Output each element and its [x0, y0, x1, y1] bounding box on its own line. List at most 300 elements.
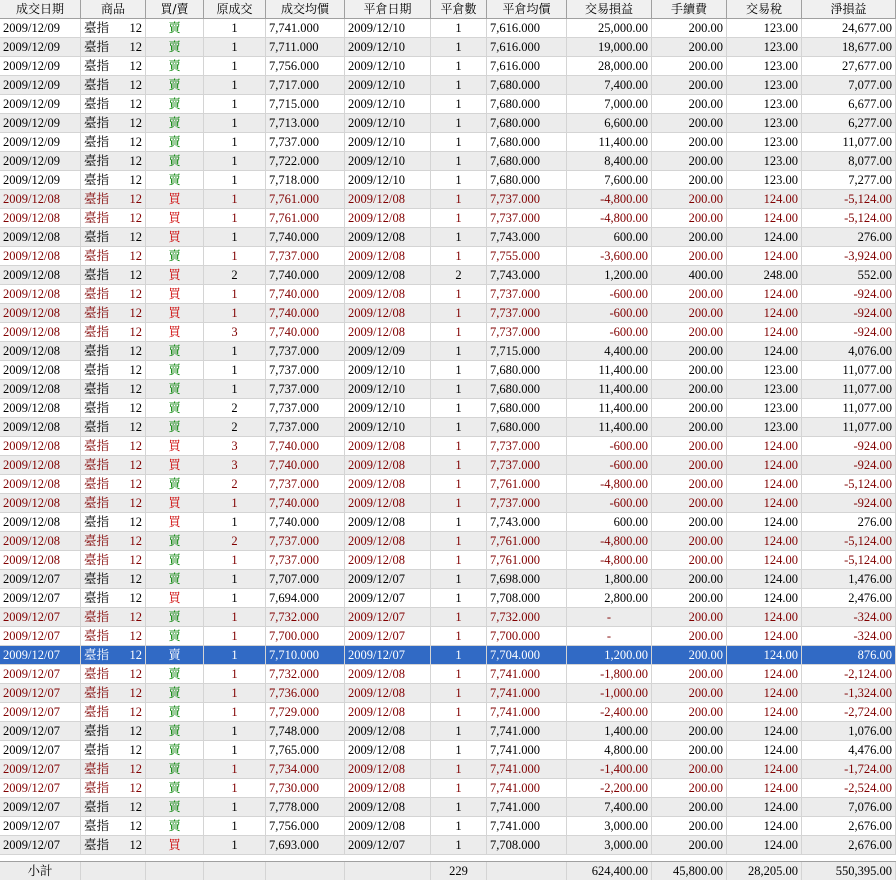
subtotal-empty	[81, 862, 146, 880]
cell-trade-pl: -4,800.00	[567, 532, 652, 551]
cell-fee: 200.00	[652, 38, 727, 57]
table-row[interactable]	[0, 190, 896, 209]
product-name: 臺指	[84, 724, 110, 738]
cell-product	[81, 361, 146, 380]
table-row[interactable]	[0, 76, 896, 95]
cell-fee: 200.00	[652, 209, 727, 228]
cell-buy-sell: 賣	[146, 627, 204, 646]
cell-close-date: 2009/12/08	[345, 190, 431, 209]
product-name: 臺指	[84, 382, 110, 396]
cell-product	[81, 323, 146, 342]
cell-buy-sell: 賣	[146, 703, 204, 722]
table-row[interactable]	[0, 817, 896, 836]
cell-net-pl: -5,124.00	[802, 532, 896, 551]
cell-close-avg-price: 7,761.000	[487, 532, 567, 551]
cell-orig-qty: 1	[204, 190, 266, 209]
cell-tax: 124.00	[727, 836, 802, 855]
cell-close-qty: 1	[431, 456, 487, 475]
cell-close-qty: 1	[431, 190, 487, 209]
cell-close-qty: 1	[431, 627, 487, 646]
cell-buy-sell: 賣	[146, 133, 204, 152]
table-row[interactable]	[0, 361, 896, 380]
cell-tax: 124.00	[727, 703, 802, 722]
cell-trade-pl: 4,400.00	[567, 342, 652, 361]
product-month: 12	[129, 496, 142, 510]
table-row[interactable]	[0, 437, 896, 456]
cell-trade-pl: 3,000.00	[567, 836, 652, 855]
column-header-trade-date[interactable]: 成交日期	[0, 0, 81, 19]
cell-close-avg-price: 7,737.000	[487, 494, 567, 513]
table-row[interactable]	[0, 798, 896, 817]
cell-net-pl: -1,724.00	[802, 760, 896, 779]
cell-close-avg-price: 7,741.000	[487, 703, 567, 722]
cell-product	[81, 798, 146, 817]
table-row[interactable]	[0, 703, 896, 722]
cell-net-pl: 11,077.00	[802, 133, 896, 152]
cell-orig-qty: 1	[204, 114, 266, 133]
cell-buy-sell: 買	[146, 190, 204, 209]
cell-trade-date: 2009/12/08	[0, 437, 81, 456]
cell-tax: 123.00	[727, 76, 802, 95]
product-name: 臺指	[84, 40, 110, 54]
cell-trade-date: 2009/12/07	[0, 760, 81, 779]
cell-tax: 124.00	[727, 722, 802, 741]
table-row[interactable]	[0, 133, 896, 152]
cell-net-pl: 1,476.00	[802, 570, 896, 589]
cell-trade-date: 2009/12/09	[0, 57, 81, 76]
product-month: 12	[129, 458, 142, 472]
product-month: 12	[129, 192, 142, 206]
product-month: 12	[129, 648, 142, 662]
cell-trade-pl: -600.00	[567, 285, 652, 304]
cell-product	[81, 247, 146, 266]
cell-avg-price: 7,717.000	[266, 76, 345, 95]
table-row[interactable]	[0, 19, 896, 38]
product-name: 臺指	[84, 705, 110, 719]
cell-trade-date: 2009/12/08	[0, 361, 81, 380]
cell-trade-pl: 600.00	[567, 513, 652, 532]
cell-fee: 200.00	[652, 152, 727, 171]
cell-close-qty: 1	[431, 323, 487, 342]
cell-avg-price: 7,761.000	[266, 190, 345, 209]
cell-close-date: 2009/12/08	[345, 304, 431, 323]
cell-close-qty: 1	[431, 817, 487, 836]
product-month: 12	[129, 268, 142, 282]
cell-orig-qty: 1	[204, 779, 266, 798]
cell-close-avg-price: 7,680.000	[487, 114, 567, 133]
cell-tax: 124.00	[727, 665, 802, 684]
cell-net-pl: -3,924.00	[802, 247, 896, 266]
cell-avg-price: 7,732.000	[266, 665, 345, 684]
cell-product	[81, 342, 146, 361]
cell-close-date: 2009/12/08	[345, 722, 431, 741]
cell-trade-pl: 7,400.00	[567, 798, 652, 817]
cell-buy-sell: 賣	[146, 475, 204, 494]
cell-fee: 400.00	[652, 266, 727, 285]
table-row[interactable]	[0, 304, 896, 323]
cell-close-date: 2009/12/08	[345, 437, 431, 456]
cell-avg-price: 7,722.000	[266, 152, 345, 171]
subtotal-close-qty: 229	[431, 862, 487, 880]
cell-fee: 200.00	[652, 190, 727, 209]
cell-close-qty: 1	[431, 513, 487, 532]
cell-avg-price: 7,715.000	[266, 95, 345, 114]
cell-trade-pl: 28,000.00	[567, 57, 652, 76]
table-row[interactable]	[0, 266, 896, 285]
cell-orig-qty: 1	[204, 665, 266, 684]
table-row[interactable]	[0, 456, 896, 475]
cell-close-avg-price: 7,680.000	[487, 152, 567, 171]
cell-close-date: 2009/12/10	[345, 19, 431, 38]
product-month: 12	[129, 439, 142, 453]
cell-close-qty: 1	[431, 171, 487, 190]
cell-orig-qty: 1	[204, 513, 266, 532]
column-header-avg-price[interactable]: 成交均價	[266, 0, 345, 19]
cell-tax: 123.00	[727, 19, 802, 38]
cell-avg-price: 7,737.000	[266, 133, 345, 152]
cell-tax: 124.00	[727, 475, 802, 494]
cell-orig-qty: 1	[204, 209, 266, 228]
table-row[interactable]	[0, 532, 896, 551]
table-row[interactable]	[0, 779, 896, 798]
cell-avg-price: 7,761.000	[266, 209, 345, 228]
product-name: 臺指	[84, 154, 110, 168]
product-month: 12	[129, 477, 142, 491]
cell-close-date: 2009/12/08	[345, 475, 431, 494]
cell-avg-price: 7,740.000	[266, 323, 345, 342]
cell-orig-qty: 3	[204, 323, 266, 342]
cell-fee: 200.00	[652, 133, 727, 152]
cell-fee: 200.00	[652, 57, 727, 76]
cell-close-avg-price: 7,743.000	[487, 266, 567, 285]
cell-avg-price: 7,756.000	[266, 57, 345, 76]
cell-tax: 123.00	[727, 418, 802, 437]
table-row[interactable]	[0, 342, 896, 361]
table-row[interactable]	[0, 570, 896, 589]
cell-close-avg-price: 7,737.000	[487, 190, 567, 209]
cell-product	[81, 399, 146, 418]
table-row[interactable]	[0, 418, 896, 437]
table-row[interactable]	[0, 741, 896, 760]
cell-buy-sell: 賣	[146, 114, 204, 133]
column-header-buy-sell[interactable]: 買/賣	[146, 0, 204, 19]
cell-trade-pl: 1,200.00	[567, 266, 652, 285]
table-row[interactable]	[0, 722, 896, 741]
cell-buy-sell: 賣	[146, 19, 204, 38]
cell-close-qty: 1	[431, 152, 487, 171]
product-name: 臺指	[84, 325, 110, 339]
column-header-tax[interactable]: 交易稅	[727, 0, 802, 19]
cell-buy-sell: 買	[146, 437, 204, 456]
product-name: 臺指	[84, 135, 110, 149]
cell-close-qty: 1	[431, 304, 487, 323]
table-row[interactable]	[0, 209, 896, 228]
cell-product	[81, 38, 146, 57]
product-month: 12	[129, 363, 142, 377]
cell-close-avg-price: 7,741.000	[487, 741, 567, 760]
table-row[interactable]	[0, 608, 896, 627]
table-row[interactable]	[0, 95, 896, 114]
cell-net-pl: 552.00	[802, 266, 896, 285]
cell-close-avg-price: 7,680.000	[487, 171, 567, 190]
cell-close-avg-price: 7,737.000	[487, 209, 567, 228]
cell-trade-pl: 11,400.00	[567, 418, 652, 437]
cell-product	[81, 589, 146, 608]
cell-buy-sell: 賣	[146, 532, 204, 551]
cell-fee: 200.00	[652, 437, 727, 456]
cell-close-date: 2009/12/10	[345, 361, 431, 380]
cell-close-qty: 1	[431, 399, 487, 418]
product-month: 12	[129, 40, 142, 54]
cell-tax: 124.00	[727, 646, 802, 665]
subtotal-net-pl: 550,395.00	[802, 862, 896, 880]
column-header-trade-pl[interactable]: 交易損益	[567, 0, 652, 19]
product-name: 臺指	[84, 97, 110, 111]
cell-trade-date: 2009/12/07	[0, 665, 81, 684]
cell-close-date: 2009/12/08	[345, 247, 431, 266]
cell-close-date: 2009/12/08	[345, 209, 431, 228]
table-row[interactable]	[0, 114, 896, 133]
product-name: 臺指	[84, 819, 110, 833]
product-name: 臺指	[84, 306, 110, 320]
cell-trade-date: 2009/12/08	[0, 209, 81, 228]
cell-orig-qty: 1	[204, 247, 266, 266]
table-row[interactable]	[0, 684, 896, 703]
cell-close-qty: 2	[431, 266, 487, 285]
cell-close-avg-price: 7,680.000	[487, 133, 567, 152]
column-header-orig-qty[interactable]: 原成交	[204, 0, 266, 19]
cell-tax: 124.00	[727, 627, 802, 646]
cell-fee: 200.00	[652, 589, 727, 608]
cell-close-qty: 1	[431, 646, 487, 665]
cell-fee: 200.00	[652, 817, 727, 836]
cell-close-qty: 1	[431, 437, 487, 456]
cell-close-avg-price: 7,680.000	[487, 95, 567, 114]
cell-orig-qty: 1	[204, 798, 266, 817]
cell-avg-price: 7,737.000	[266, 475, 345, 494]
table-row[interactable]	[0, 399, 896, 418]
cell-tax: 123.00	[727, 361, 802, 380]
cell-close-avg-price: 7,741.000	[487, 722, 567, 741]
table-row[interactable]	[0, 323, 896, 342]
column-header-close-qty[interactable]: 平倉數	[431, 0, 487, 19]
table-row[interactable]	[0, 646, 896, 665]
cell-net-pl: -5,124.00	[802, 475, 896, 494]
cell-close-avg-price: 7,737.000	[487, 323, 567, 342]
cell-orig-qty: 2	[204, 418, 266, 437]
cell-close-qty: 1	[431, 133, 487, 152]
cell-orig-qty: 1	[204, 171, 266, 190]
cell-tax: 124.00	[727, 570, 802, 589]
column-header-product[interactable]: 商品	[81, 0, 146, 19]
cell-fee: 200.00	[652, 399, 727, 418]
cell-net-pl: 11,077.00	[802, 380, 896, 399]
cell-close-qty: 1	[431, 285, 487, 304]
cell-net-pl: -5,124.00	[802, 209, 896, 228]
product-month: 12	[129, 306, 142, 320]
cell-close-date: 2009/12/10	[345, 76, 431, 95]
product-month: 12	[129, 401, 142, 415]
product-month: 12	[129, 230, 142, 244]
cell-close-date: 2009/12/08	[345, 494, 431, 513]
cell-net-pl: 276.00	[802, 513, 896, 532]
cell-trade-date: 2009/12/09	[0, 152, 81, 171]
column-header-close-avg-price[interactable]: 平倉均價	[487, 0, 567, 19]
cell-net-pl: -924.00	[802, 456, 896, 475]
cell-close-qty: 1	[431, 589, 487, 608]
cell-net-pl: 11,077.00	[802, 361, 896, 380]
cell-orig-qty: 2	[204, 399, 266, 418]
cell-avg-price: 7,740.000	[266, 285, 345, 304]
cell-product	[81, 608, 146, 627]
cell-product	[81, 665, 146, 684]
cell-close-date: 2009/12/08	[345, 779, 431, 798]
cell-net-pl: -324.00	[802, 627, 896, 646]
product-month: 12	[129, 705, 142, 719]
cell-net-pl: -924.00	[802, 323, 896, 342]
cell-orig-qty: 1	[204, 57, 266, 76]
subtotal-empty	[146, 862, 204, 880]
cell-close-date: 2009/12/08	[345, 266, 431, 285]
cell-close-avg-price: 7,708.000	[487, 589, 567, 608]
cell-net-pl: 11,077.00	[802, 399, 896, 418]
cell-avg-price: 7,711.000	[266, 38, 345, 57]
cell-product	[81, 475, 146, 494]
cell-fee: 200.00	[652, 646, 727, 665]
table-row[interactable]	[0, 627, 896, 646]
cell-close-qty: 1	[431, 741, 487, 760]
cell-trade-date: 2009/12/07	[0, 703, 81, 722]
table-row[interactable]	[0, 152, 896, 171]
cell-buy-sell: 賣	[146, 665, 204, 684]
column-header-fee[interactable]: 手續費	[652, 0, 727, 19]
cell-buy-sell: 賣	[146, 418, 204, 437]
cell-fee: 200.00	[652, 551, 727, 570]
cell-close-qty: 1	[431, 798, 487, 817]
cell-close-date: 2009/12/10	[345, 95, 431, 114]
column-header-close-date[interactable]: 平倉日期	[345, 0, 431, 19]
cell-avg-price: 7,756.000	[266, 817, 345, 836]
cell-trade-date: 2009/12/07	[0, 627, 81, 646]
product-name: 臺指	[84, 230, 110, 244]
cell-close-date: 2009/12/08	[345, 228, 431, 247]
cell-tax: 124.00	[727, 342, 802, 361]
cell-fee: 200.00	[652, 285, 727, 304]
cell-close-date: 2009/12/08	[345, 703, 431, 722]
table-row[interactable]	[0, 247, 896, 266]
table-row[interactable]	[0, 38, 896, 57]
cell-net-pl: -924.00	[802, 437, 896, 456]
cell-close-avg-price: 7,741.000	[487, 779, 567, 798]
product-name: 臺指	[84, 173, 110, 187]
table-row[interactable]	[0, 665, 896, 684]
table-row[interactable]	[0, 171, 896, 190]
cell-avg-price: 7,694.000	[266, 589, 345, 608]
product-name: 臺指	[84, 800, 110, 814]
cell-fee: 200.00	[652, 323, 727, 342]
cell-net-pl: 7,277.00	[802, 171, 896, 190]
product-name: 臺指	[84, 686, 110, 700]
product-month: 12	[129, 819, 142, 833]
cell-product	[81, 190, 146, 209]
product-month: 12	[129, 762, 142, 776]
cell-trade-pl: 19,000.00	[567, 38, 652, 57]
cell-avg-price: 7,710.000	[266, 646, 345, 665]
cell-fee: 200.00	[652, 456, 727, 475]
cell-trade-date: 2009/12/08	[0, 266, 81, 285]
product-month: 12	[129, 667, 142, 681]
cell-tax: 124.00	[727, 513, 802, 532]
cell-net-pl: -1,324.00	[802, 684, 896, 703]
cell-product	[81, 570, 146, 589]
cell-close-avg-price: 7,732.000	[487, 608, 567, 627]
table-row[interactable]	[0, 589, 896, 608]
cell-tax: 124.00	[727, 456, 802, 475]
cell-trade-date: 2009/12/08	[0, 494, 81, 513]
cell-buy-sell: 賣	[146, 171, 204, 190]
cell-avg-price: 7,737.000	[266, 342, 345, 361]
cell-close-qty: 1	[431, 114, 487, 133]
cell-tax: 124.00	[727, 247, 802, 266]
cell-tax: 124.00	[727, 551, 802, 570]
cell-close-avg-price: 7,743.000	[487, 513, 567, 532]
subtotal-empty	[266, 862, 345, 880]
table-row[interactable]	[0, 836, 896, 855]
table-row[interactable]	[0, 285, 896, 304]
cell-buy-sell: 賣	[146, 57, 204, 76]
cell-trade-pl: 11,400.00	[567, 399, 652, 418]
table-row[interactable]	[0, 475, 896, 494]
cell-trade-pl: 8,400.00	[567, 152, 652, 171]
cell-close-qty: 1	[431, 38, 487, 57]
cell-orig-qty: 1	[204, 741, 266, 760]
table-row[interactable]	[0, 57, 896, 76]
cell-close-qty: 1	[431, 228, 487, 247]
cell-close-date: 2009/12/10	[345, 38, 431, 57]
cell-orig-qty: 1	[204, 760, 266, 779]
table-row[interactable]	[0, 513, 896, 532]
product-month: 12	[129, 97, 142, 111]
table-row[interactable]	[0, 380, 896, 399]
cell-trade-pl: 7,600.00	[567, 171, 652, 190]
cell-close-avg-price: 7,680.000	[487, 76, 567, 95]
cell-tax: 123.00	[727, 133, 802, 152]
column-header-net-pl[interactable]: 淨損益	[802, 0, 896, 19]
cell-orig-qty: 3	[204, 456, 266, 475]
cell-trade-pl: -1,800.00	[567, 665, 652, 684]
product-month: 12	[129, 534, 142, 548]
table-row[interactable]	[0, 228, 896, 247]
cell-close-qty: 1	[431, 380, 487, 399]
cell-trade-date: 2009/12/08	[0, 399, 81, 418]
cell-close-avg-price: 7,737.000	[487, 304, 567, 323]
cell-product	[81, 95, 146, 114]
product-month: 12	[129, 781, 142, 795]
cell-net-pl: 11,077.00	[802, 418, 896, 437]
cell-tax: 123.00	[727, 38, 802, 57]
table-row[interactable]	[0, 551, 896, 570]
table-row[interactable]	[0, 494, 896, 513]
cell-tax: 123.00	[727, 380, 802, 399]
product-name: 臺指	[84, 420, 110, 434]
cell-net-pl: -924.00	[802, 285, 896, 304]
cell-orig-qty: 1	[204, 133, 266, 152]
table-row[interactable]	[0, 760, 896, 779]
cell-buy-sell: 買	[146, 513, 204, 532]
cell-tax: 124.00	[727, 209, 802, 228]
cell-buy-sell: 賣	[146, 95, 204, 114]
cell-close-date: 2009/12/07	[345, 589, 431, 608]
